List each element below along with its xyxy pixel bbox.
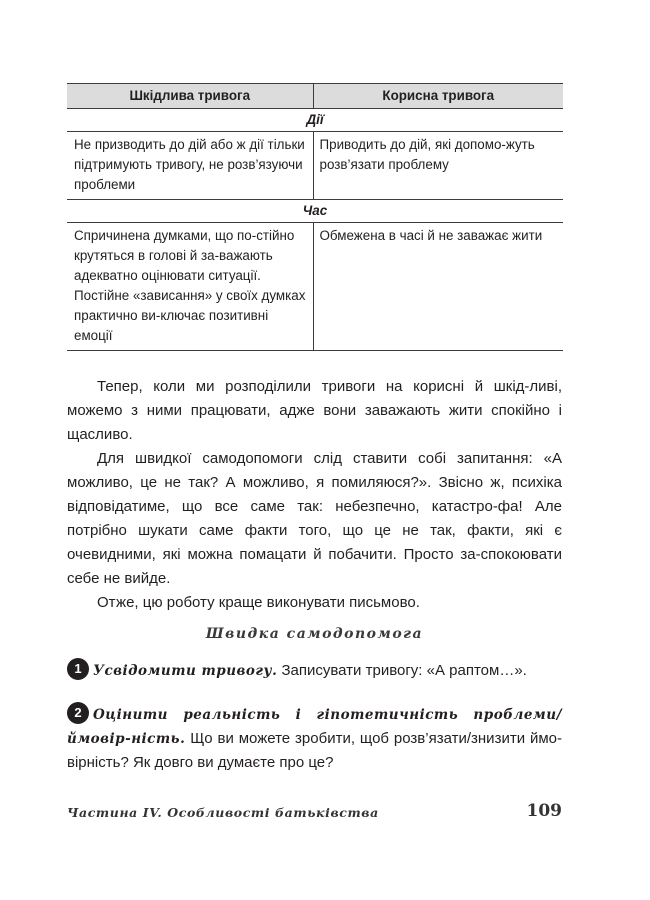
paragraph: Для швидкої самодопомоги слід ставити собі запитання: «А можливо, це не так? А можливо, я помиляюся?». Звісно ж, психіка відповідатиме, що все саме так: небезпечно, катастро-фа! Але потрібно шукати саме факти того, що це не так, факти, які є очевидними, які можна помацати й побачити. Просто за-спокоювати себе не вийде. xyxy=(67,450,562,587)
page-number: 109 xyxy=(526,801,562,821)
section-title-actions: Дії xyxy=(67,109,563,132)
section-subheading: Швидка самодопомога xyxy=(205,626,424,642)
step-title: Усвідомити тривогу. xyxy=(93,663,278,679)
table-header-row xyxy=(67,84,563,109)
body-text xyxy=(67,375,562,615)
step-number-badge: 2 xyxy=(67,702,89,724)
section-row-actions xyxy=(67,109,563,132)
step-title: Оцінити реальність і гіпотетичність проблеми/ймовір-ність. xyxy=(67,707,562,747)
section-title-time: Час xyxy=(67,200,563,223)
column-header-useful: Корисна тривога xyxy=(313,84,563,109)
table-row xyxy=(67,223,563,351)
cell-harmful-actions: Не призводить до дій або ж дії тільки підтримують тривогу, не розв’язуючи проблеми xyxy=(67,132,313,200)
step-text: Що ви можете зробити, щоб розв’язати/знизити ймо-вірність? Як довго ви думаєте про це? xyxy=(67,730,562,771)
section-row-time xyxy=(67,200,563,223)
step-text: Записувати тривогу: «А раптом…». xyxy=(281,662,527,679)
step-number-badge: 1 xyxy=(67,658,89,680)
paragraph: Отже, цю роботу краще виконувати письмово. xyxy=(97,594,420,611)
column-header-harmful: Шкідлива тривога xyxy=(67,84,313,109)
cell-harmful-time: Спричинена думками, що по-стійно крутяться в голові й за-важають адекватно оцінювати ситуації. Постійне «зависання» у своїх думках практично ви-ключає позитивні емоції xyxy=(67,223,313,351)
step-item xyxy=(67,703,562,775)
anxiety-comparison-table xyxy=(67,83,563,351)
cell-useful-actions: Приводить до дій, які допомо-жуть розв’язати проблему xyxy=(313,132,563,200)
step-item xyxy=(67,659,562,683)
table-row xyxy=(67,132,563,200)
paragraph: Тепер, коли ми розподілили тривоги на корисні й шкід-ливі, можемо з ними працювати, адже вони заважають жити спокійно і щасливо. xyxy=(67,378,562,443)
footer-section-title: Частина IV. Особливості батьківства xyxy=(67,805,379,820)
cell-useful-time: Обмежена в часі й не заважає жити xyxy=(313,223,563,351)
